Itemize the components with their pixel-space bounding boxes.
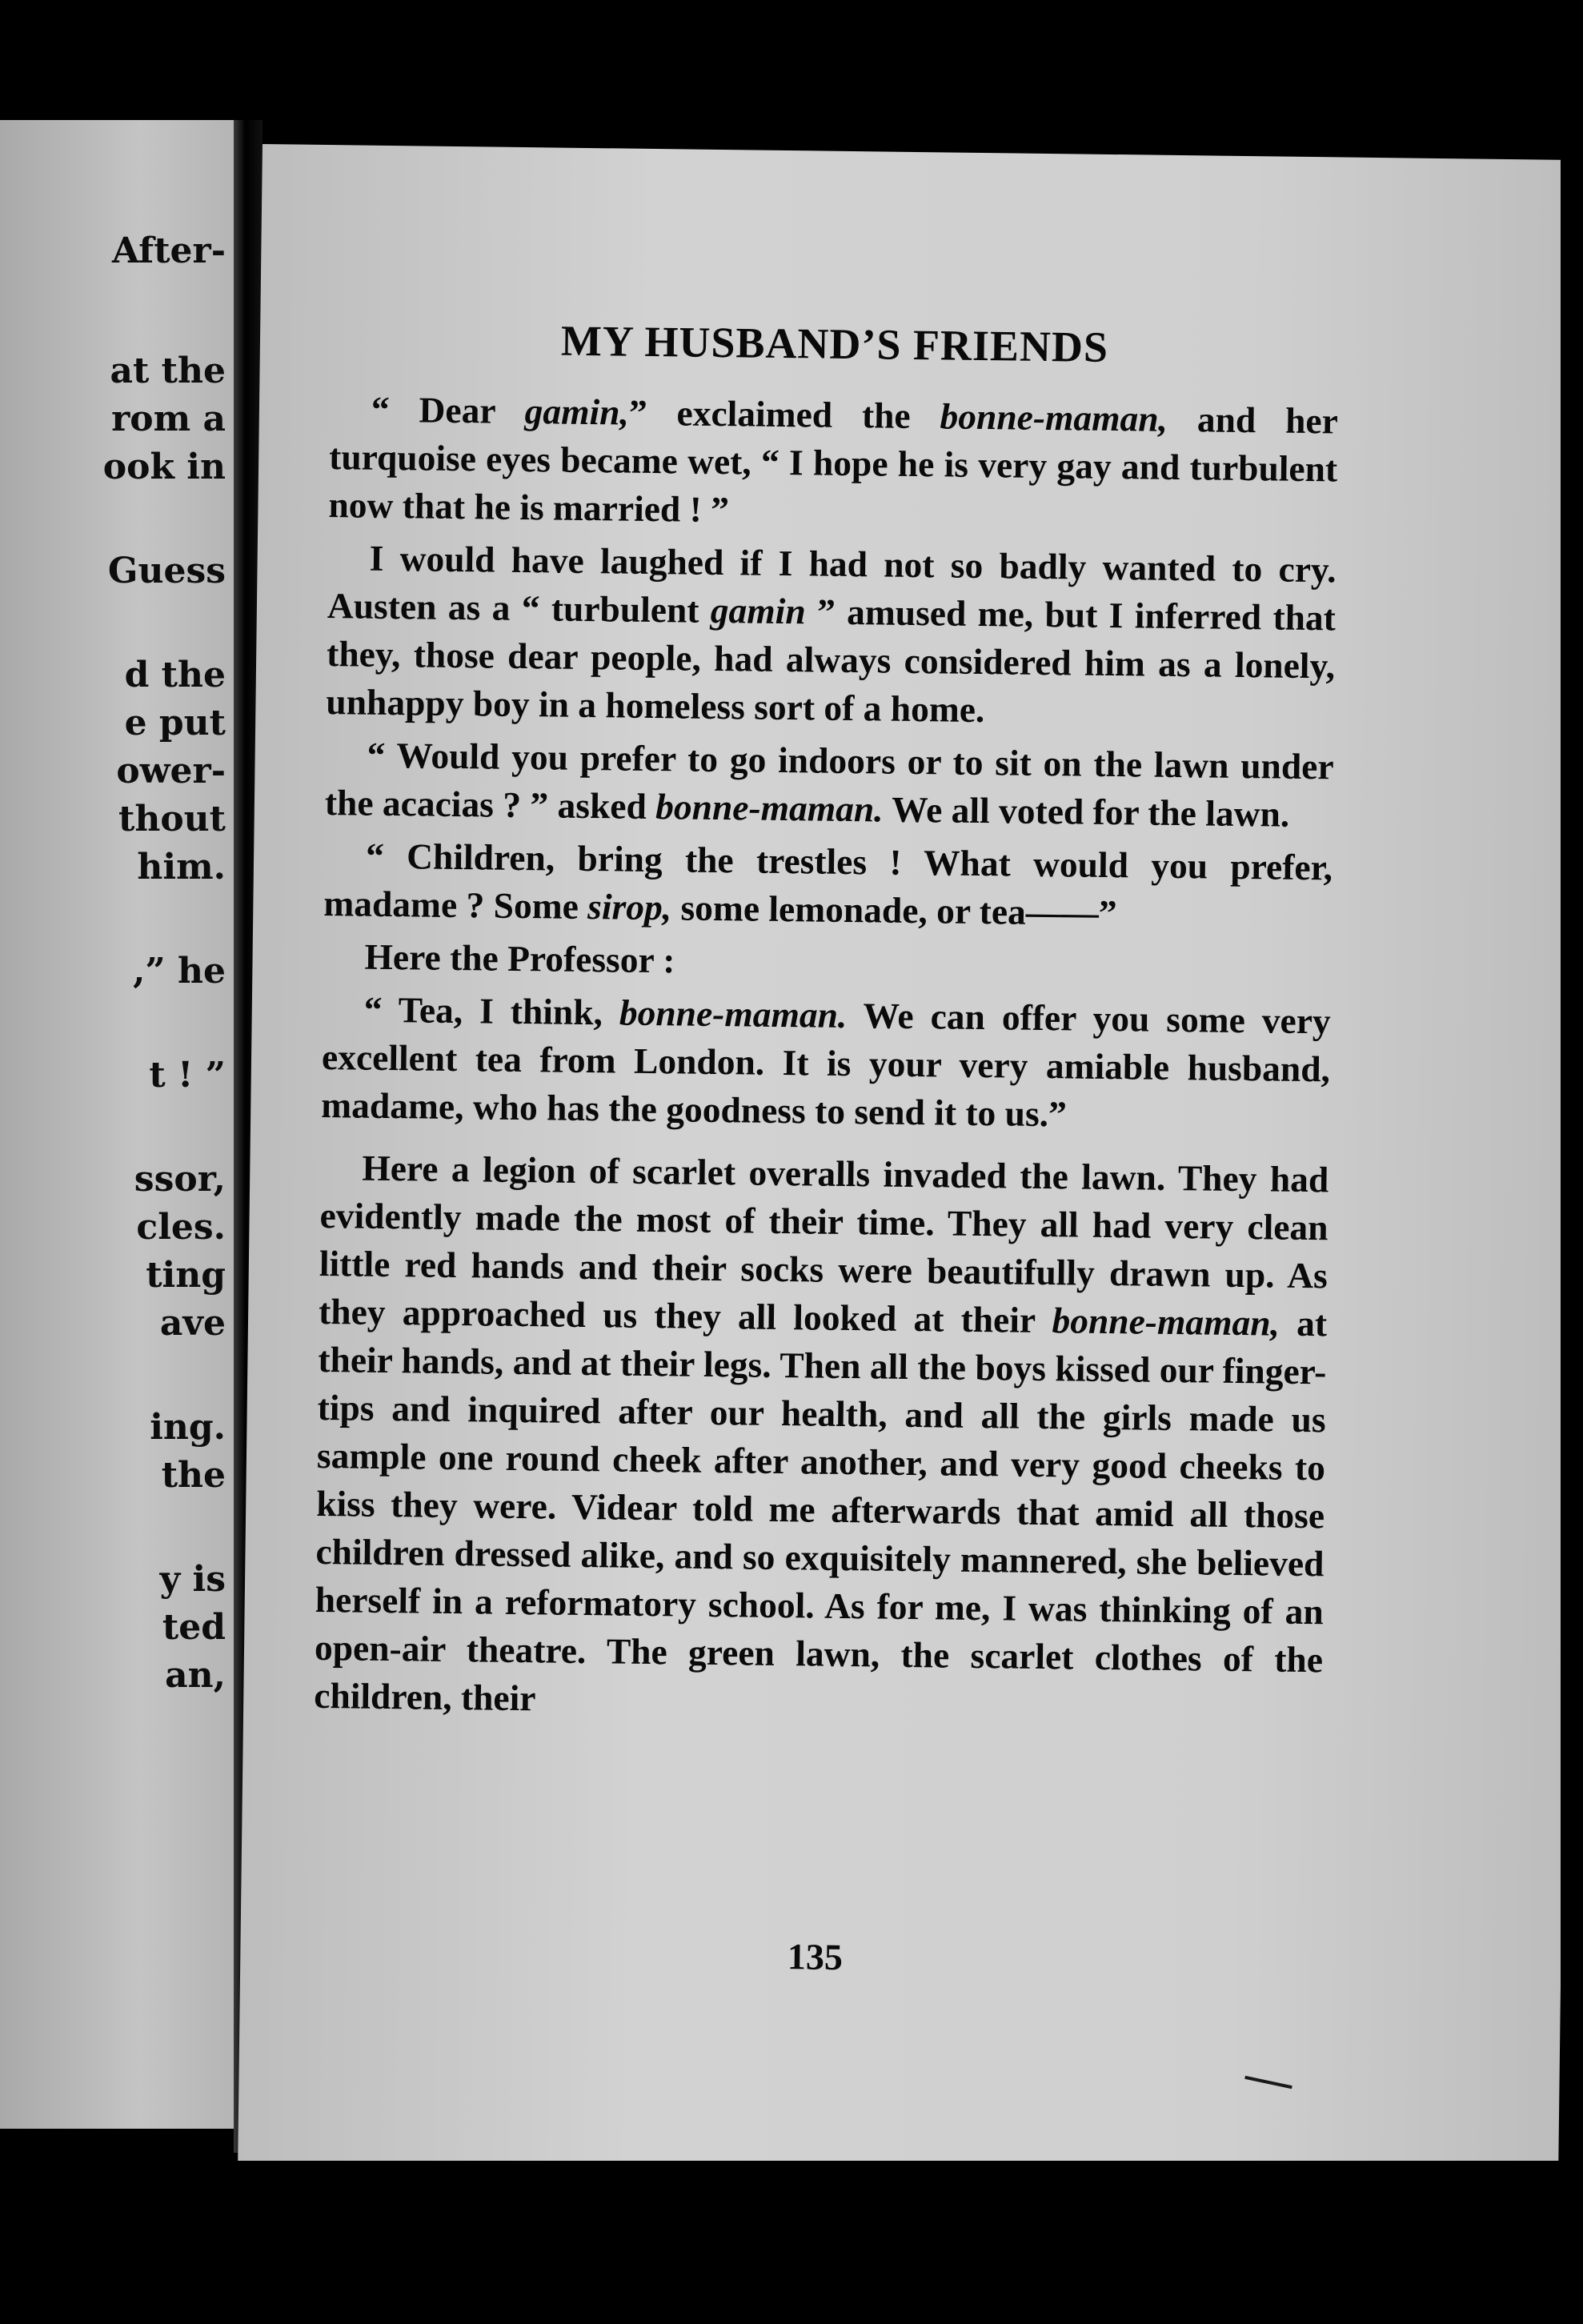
italic-text: bonne-maman. [655, 786, 884, 830]
facing-page-line: ,” he [133, 951, 226, 992]
scan-border-top [0, 0, 1583, 136]
text-run: ” amused me, but I inferred that they, those dear people, had always considered him as a lonely, unhappy boy in a homeless sort of a home. [326, 591, 1337, 731]
italic-text: gamin [710, 589, 807, 632]
facing-page-line: ted [162, 1607, 226, 1648]
text-run: We all voted for the lawn. [883, 788, 1290, 835]
page-number: 135 [787, 1936, 844, 1978]
page-content [314, 145, 1341, 1978]
italic-text: bonne-maman. [619, 992, 848, 1036]
running-head: MY HUSBAND’S FRIENDS [560, 316, 1109, 371]
paragraph [314, 1144, 1329, 1732]
facing-page-line: ssor, [134, 1159, 226, 1200]
paragraph [326, 534, 1337, 738]
text-run: I would have laughed if I had not so badly wanted to cry. Austen as a “ turbulent [327, 537, 1337, 631]
facing-page-line: ting [146, 1255, 226, 1296]
facing-page-line: at the [110, 351, 226, 391]
scan-border-bottom [0, 2161, 1583, 2324]
italic-text: gamin, [524, 391, 630, 433]
text-run: some lemonade, or tea——” [671, 887, 1117, 934]
text-run: “ Dear [371, 388, 526, 432]
paragraph [325, 731, 1334, 839]
page-body-text [314, 385, 1338, 1737]
text-run: at their hands, and at their legs. Then all the boys kissed our finger-tips and inquired after our health, and all the girls made us sample one round cheek after another, and very good cheeks to kiss they were. Videar told me afterwards that amid all those children dressed alike, and so exquisitely mannered, she believed herself in a reformatory school. As for me, I was thinking of an open-air theatre. The green lawn, the scarlet clothes of the children, their [314, 1302, 1328, 1719]
facing-page-line: ave [159, 1303, 226, 1344]
facing-page-line: t ! ” [149, 1055, 226, 1096]
facing-page-line: thout [118, 799, 226, 839]
facing-page-line: rom a [111, 399, 226, 439]
book-page [238, 144, 1583, 2193]
italic-text: bonne-maman, [940, 395, 1168, 439]
facing-page-line: the [161, 1455, 226, 1496]
facing-page-line: y is [159, 1559, 226, 1600]
facing-page-line: After- [111, 230, 226, 271]
facing-page-line: e put [124, 703, 226, 743]
text-run: We can offer you some very excellent tea from London. It is your very amiable husband, madame, who has the goodness to send it to us.” [321, 995, 1332, 1135]
facing-page-line: an, [165, 1655, 226, 1696]
text-run: and her turquoise eyes became wet, “ I hope he is very gay and turbulent now that he is married ! ” [328, 398, 1339, 531]
facing-page-line: ing. [150, 1407, 226, 1448]
text-run: Here a legion of scarlet overalls invaded the lawn. They had evidently made the most of their time. They all had very clean little red hands and their socks were beautifully drawn up. As they approached us they all looked at their [318, 1147, 1329, 1341]
facing-page-line: Guess [107, 551, 226, 591]
italic-text: bonne-maman, [1052, 1300, 1280, 1344]
facing-page-fragment [0, 120, 234, 2129]
facing-page-line: d the [124, 655, 226, 695]
scan-border-right [1561, 120, 1583, 2201]
text-run: ” exclaimed the [628, 391, 940, 437]
text-run: “ Would you prefer to go indoors or to sit on the lawn under the acacias ? ” asked [324, 734, 1334, 827]
facing-page-line: cles. [136, 1207, 226, 1248]
facing-page-line: ower- [116, 751, 226, 791]
italic-text: sirop, [587, 886, 672, 928]
paragraph [328, 385, 1338, 541]
paragraph [323, 831, 1333, 940]
text-run: “ Children, bring the trestles ! What would you prefer, madame ? Some [323, 835, 1333, 928]
facing-page-line: him. [137, 847, 226, 888]
paragraph [323, 932, 1332, 992]
paragraph [321, 985, 1331, 1141]
text-run: Here the Professor : [364, 936, 675, 981]
facing-page-line: ook in [102, 447, 226, 487]
text-run: “ Tea, I think, [363, 988, 620, 1033]
